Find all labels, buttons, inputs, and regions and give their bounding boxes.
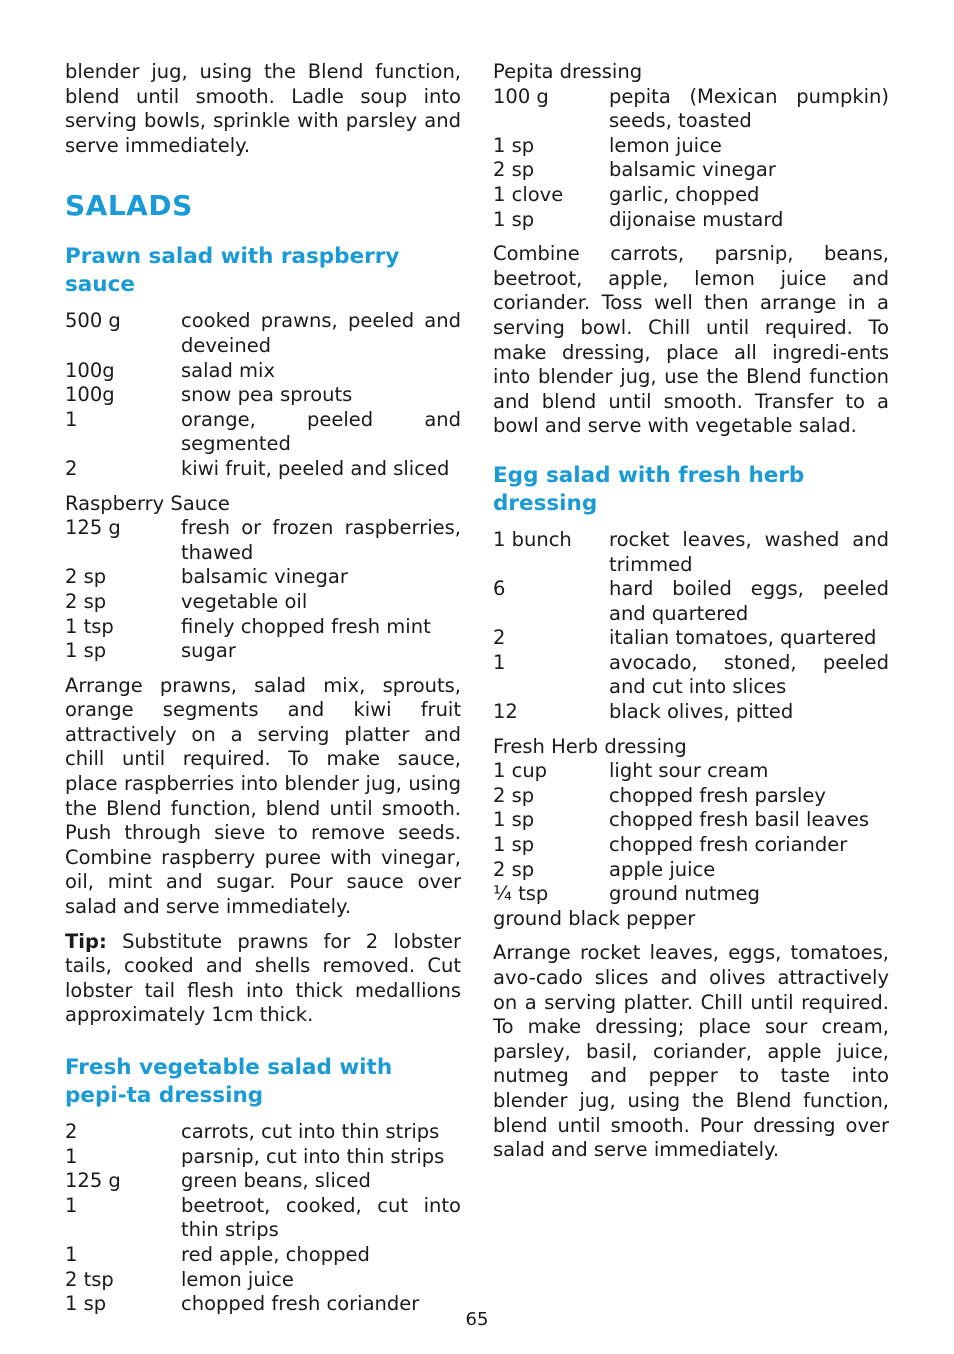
ingredient-quantity: ¼ tsp bbox=[493, 882, 549, 906]
pepita-label: Pepita dressing bbox=[493, 60, 643, 83]
egg-recipe-title: Egg salad with fresh herb dressing bbox=[493, 462, 805, 516]
ingredient-item: italian tomatoes, quartered bbox=[609, 626, 877, 650]
ingredient-item: lemon juice bbox=[181, 1267, 294, 1291]
ingredient-row bbox=[65, 590, 461, 615]
ingredient-row bbox=[493, 882, 889, 907]
ingredient-item: carrots, cut into thin strips bbox=[181, 1120, 440, 1143]
ingredient-quantity: 1 clove bbox=[493, 182, 564, 206]
ingredient-item: ground nutmeg bbox=[609, 882, 760, 906]
ingredient-quantity: 1 bbox=[65, 1242, 78, 1266]
ingredient-row bbox=[493, 858, 889, 883]
ingredient-quantity: 500 g bbox=[65, 309, 121, 333]
ingredient-row bbox=[493, 134, 889, 159]
ingredient-quantity: 2 bbox=[493, 626, 506, 650]
prawn-method: Arrange prawns, salad mix, sprouts, orange segments and kiwi fruit attractively on a serving platter and chill until required. To make sauce, place raspberries into blender jug, using the Blend function, blend until smooth. Push through sieve to remove seeds. Combine raspberry puree with vinegar, oil, mint and sugar. Pour sauce over salad and serve immediately. bbox=[65, 673, 461, 919]
ingredient-quantity: 1 tsp bbox=[65, 614, 114, 638]
ingredient-row bbox=[65, 1194, 461, 1243]
ingredient-row bbox=[65, 565, 461, 590]
ingredient-quantity: 2 sp bbox=[493, 783, 535, 807]
ingredient-quantity: 1 bbox=[65, 1144, 78, 1168]
ingredient-row bbox=[65, 1169, 461, 1194]
ingredient-row bbox=[65, 359, 461, 384]
pepita-ingredient-list bbox=[493, 85, 889, 233]
ingredient-item: chopped fresh parsley bbox=[609, 783, 826, 807]
dressing-label: Fresh Herb dressing bbox=[493, 734, 687, 758]
ingredient-row bbox=[493, 183, 889, 208]
ingredient-row bbox=[65, 383, 461, 408]
ingredient-quantity: 1 bbox=[65, 1193, 78, 1217]
dressing-ingredient-list bbox=[493, 759, 889, 907]
ingredient-row bbox=[65, 457, 461, 482]
tip-label: Tip: bbox=[65, 929, 107, 953]
ingredient-row bbox=[493, 759, 889, 784]
ingredient-quantity: 100 g bbox=[493, 84, 549, 108]
tip-paragraph bbox=[65, 930, 461, 1028]
ingredient-row bbox=[493, 626, 889, 651]
ingredient-quantity: 2 bbox=[65, 456, 78, 480]
ingredient-row bbox=[65, 1268, 461, 1293]
ingredient-quantity: 1 bbox=[493, 650, 506, 674]
ingredient-row bbox=[65, 1243, 461, 1268]
ingredient-quantity: 2 sp bbox=[493, 857, 535, 881]
ingredient-row bbox=[493, 833, 889, 858]
ingredient-row bbox=[493, 208, 889, 233]
veg-ingredient-list bbox=[65, 1120, 461, 1317]
ingredient-quantity: 2 sp bbox=[65, 565, 107, 589]
prawn-recipe-title: Prawn salad with raspberry sauce bbox=[65, 244, 400, 298]
ingredient-row bbox=[493, 651, 889, 700]
ingredient-item: kiwi fruit, peeled and sliced bbox=[181, 456, 450, 480]
ingredient-item: finely chopped fresh mint bbox=[181, 614, 431, 638]
ingredient-quantity: 1 sp bbox=[493, 133, 535, 157]
egg-ingredient-list bbox=[493, 528, 889, 725]
ingredient-row bbox=[65, 516, 461, 565]
ingredient-item: pepita (Mexican pumpkin) seeds, toasted bbox=[609, 84, 889, 133]
egg-method: Arrange rocket leaves, eggs, tomatoes, avo-cado slices and olives attractively on a serving platter. Chill until required. To make dressing; place sour cream, parsley, basil, coriander, apple juice, nutmeg and pepper to taste into blender jug, using the Blend function, blend until smooth. Pour dressing over salad and serve immediately. bbox=[493, 941, 889, 1162]
ingredient-row bbox=[493, 577, 889, 626]
ingredient-item: balsamic vinegar bbox=[181, 565, 348, 589]
right-column bbox=[493, 60, 889, 1163]
ingredient-item: orange, peeled and segmented bbox=[181, 407, 461, 456]
ingredient-quantity: 125 g bbox=[65, 516, 121, 540]
intro-paragraph: blender jug, using the Blend function, blend until smooth. Ladle soup into serving bowls, sprinkle with parsley and serve immediately. bbox=[65, 60, 461, 157]
ingredient-item: vegetable oil bbox=[181, 589, 308, 613]
ingredient-quantity: 100g bbox=[65, 383, 115, 407]
ingredient-quantity: 1 sp bbox=[493, 808, 535, 832]
ingredient-item: apple juice bbox=[609, 857, 716, 881]
ingredient-row bbox=[493, 784, 889, 809]
ingredient-item: beetroot, cooked, cut into thin strips bbox=[181, 1193, 461, 1242]
ingredient-quantity: 1 sp bbox=[493, 833, 535, 857]
ingredient-row bbox=[493, 85, 889, 134]
ingredient-item: snow pea sprouts bbox=[181, 383, 353, 407]
ingredient-row bbox=[493, 808, 889, 833]
ingredient-item: black olives, pitted bbox=[609, 700, 794, 724]
ingredient-row bbox=[65, 615, 461, 640]
veg-recipe-title: Fresh vegetable salad with pepi-ta dressing bbox=[65, 1055, 393, 1108]
ingredient-item: red apple, chopped bbox=[181, 1242, 370, 1266]
pepper-line: ground black pepper bbox=[493, 906, 696, 930]
prawn-ingredient-list bbox=[65, 309, 461, 481]
ingredient-item: hard boiled eggs, peeled and quartered bbox=[609, 577, 889, 625]
ingredient-quantity: 2 tsp bbox=[65, 1267, 114, 1291]
ingredient-item: balsamic vinegar bbox=[609, 158, 776, 182]
sauce-ingredient-list bbox=[65, 516, 461, 664]
section-title: SALADS bbox=[65, 189, 193, 223]
ingredient-item: green beans, sliced bbox=[181, 1169, 371, 1193]
tip-text: Substitute prawns for 2 lobster tails, cooked and shells removed. Cut lobster tail flesh into thick medallions approximately 1cm thick. bbox=[65, 929, 461, 1027]
ingredient-item: avocado, stoned, peeled and cut into slices bbox=[609, 650, 889, 699]
ingredient-row bbox=[65, 309, 461, 358]
veg-method: Combine carrots, parsnip, beans, beetroot, apple, lemon juice and coriander. Toss well then arrange in a serving bowl. Chill until required. To make dressing, place all ingredi-ents into blender jug, use the Blend function and blend until smooth. Transfer to a bowl and serve with vegetable salad. bbox=[493, 242, 889, 438]
ingredient-item: rocket leaves, washed and trimmed bbox=[609, 527, 889, 576]
ingredient-quantity: 1 sp bbox=[65, 1292, 107, 1316]
ingredient-item: cooked prawns, peeled and deveined bbox=[181, 309, 461, 357]
ingredient-item: fresh or frozen raspberries, thawed bbox=[181, 516, 461, 564]
ingredient-item: sugar bbox=[181, 639, 236, 663]
ingredient-item: chopped fresh basil leaves bbox=[609, 808, 870, 832]
ingredient-quantity: 1 sp bbox=[65, 639, 107, 663]
sauce-label: Raspberry Sauce bbox=[65, 491, 230, 515]
ingredient-row bbox=[65, 639, 461, 664]
ingredient-item: lemon juice bbox=[609, 133, 722, 157]
ingredient-quantity: 6 bbox=[493, 577, 506, 601]
ingredient-quantity: 1 bunch bbox=[493, 527, 572, 551]
ingredient-quantity: 2 bbox=[65, 1120, 78, 1143]
ingredient-item: parsnip, cut into thin strips bbox=[181, 1144, 445, 1168]
ingredient-quantity: 12 bbox=[493, 700, 518, 724]
ingredient-item: chopped fresh coriander bbox=[181, 1292, 420, 1316]
left-column bbox=[65, 60, 461, 1317]
ingredient-item: dijonaise mustard bbox=[609, 207, 784, 231]
ingredient-row bbox=[493, 528, 889, 577]
ingredient-quantity: 1 sp bbox=[493, 207, 535, 231]
page-number: 65 bbox=[465, 1309, 489, 1330]
ingredient-row bbox=[493, 158, 889, 183]
ingredient-row bbox=[65, 1120, 461, 1145]
ingredient-item: chopped fresh coriander bbox=[609, 833, 848, 857]
ingredient-quantity: 100g bbox=[65, 358, 115, 382]
ingredient-quantity: 2 sp bbox=[65, 589, 107, 613]
ingredient-item: salad mix bbox=[181, 358, 276, 382]
ingredient-quantity: 1 cup bbox=[493, 759, 548, 783]
ingredient-quantity: 1 bbox=[65, 407, 78, 431]
ingredient-item: garlic, chopped bbox=[609, 182, 760, 206]
ingredient-quantity: 2 sp bbox=[493, 158, 535, 182]
ingredient-row bbox=[65, 408, 461, 457]
ingredient-row bbox=[65, 1145, 461, 1170]
ingredient-row bbox=[493, 700, 889, 725]
ingredient-item: light sour cream bbox=[609, 759, 769, 783]
ingredient-quantity: 125 g bbox=[65, 1169, 121, 1193]
